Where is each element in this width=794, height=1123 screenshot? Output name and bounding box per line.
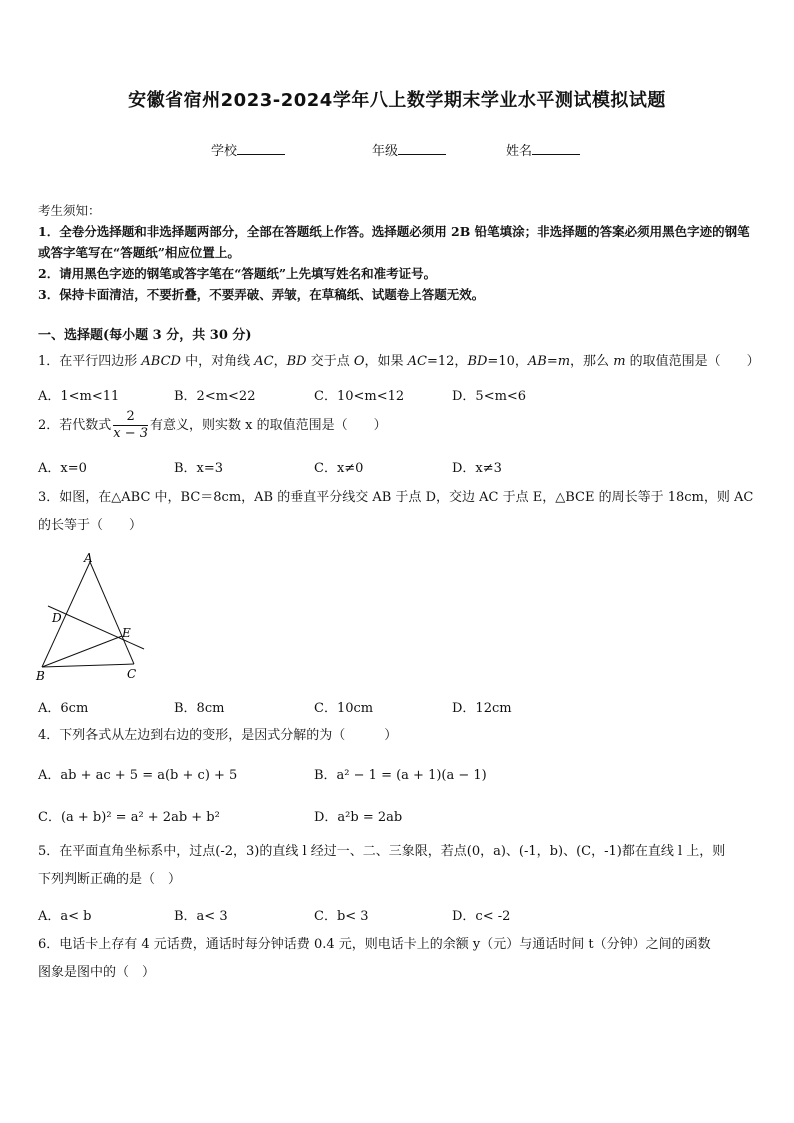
q1-text: ，那么: [570, 354, 614, 369]
question-6: [38, 934, 760, 984]
q1-text: 中，对角线: [180, 354, 255, 369]
q1-var: m: [557, 354, 571, 369]
notice-block: [38, 200, 760, 305]
q1-text: 的取值范围是（ ）: [625, 354, 760, 369]
q1-var: AC: [407, 354, 427, 369]
q3-option-c[interactable]: C．10cm: [314, 701, 374, 716]
q5-line-2: 下列判断正确的是（ ）: [38, 872, 182, 887]
school-blank: [237, 142, 285, 155]
q1-var: AC: [254, 354, 274, 369]
school-label: 学校: [211, 144, 238, 159]
grade-blank: [398, 142, 446, 155]
q6-line-2: 图象是图中的（ ）: [38, 965, 156, 980]
q1-var: ABCD: [141, 354, 181, 369]
q5-option-a[interactable]: A．a< b: [38, 909, 92, 924]
question-3: [38, 487, 760, 537]
name-blank: [532, 142, 580, 155]
q5-option-c[interactable]: C．b< 3: [314, 909, 369, 924]
q1-text: =: [546, 354, 558, 369]
label-c: C: [127, 667, 137, 681]
q1-text: ，如果: [364, 354, 408, 369]
q4-option-a[interactable]: A．ab + ac + 5 = a(b + c) + 5: [38, 768, 238, 783]
label-e: E: [122, 626, 131, 640]
q2-text: 2．若代数式: [38, 418, 112, 433]
q5-option-d[interactable]: D．c< -2: [452, 909, 511, 924]
q5-option-b[interactable]: B．a< 3: [174, 909, 228, 924]
question-1: [38, 351, 760, 373]
q1-text: =10，: [487, 354, 528, 369]
q2-fraction: [113, 409, 148, 442]
q2-fraction-denominator: x − 3: [113, 426, 149, 441]
q3-option-b[interactable]: B．8cm: [174, 701, 225, 716]
q1-var: AB: [527, 354, 547, 369]
q5-line-1: 5．在平面直角坐标系中，过点(-2，3)的直线 l 经过一、二、三象限，若点(0，a)、(-1，b)、(C，-1)都在直线 l 上，则: [38, 844, 726, 859]
label-b: B: [36, 669, 45, 683]
school-field: [211, 140, 285, 159]
notice-item-1: 1．全卷分选择题和非选择题两部分，全部在答题纸上作答。选择题必须用 2B 铅笔填涂；非选择题的答案必须用黑色字迹的钢笔或答字笔写在“答题纸”相应位置上。: [38, 224, 750, 260]
q1-text: ，: [273, 354, 287, 369]
q2-option-d[interactable]: D．x≠3: [452, 461, 502, 476]
label-a: A: [84, 551, 93, 565]
notice-item-3: 3．保持卡面清洁，不要折叠，不要弄破、弄皱，在草稿纸、试题卷上答题无效。: [38, 287, 485, 302]
q4-option-b[interactable]: B．a² − 1 = (a + 1)(a − 1): [314, 768, 487, 783]
label-d: D: [52, 611, 62, 625]
q1-var: m: [613, 354, 626, 369]
q4-option-d[interactable]: D．a²b = 2ab: [314, 810, 403, 825]
q3-line-2: 的长等于（ ）: [38, 518, 143, 533]
question-4: 4．下列各式从左边到右边的变形，是因式分解的为（ ）: [38, 728, 398, 743]
q2-option-c[interactable]: C．x≠0: [314, 461, 364, 476]
q1-text: 交于点: [306, 354, 354, 369]
q3-option-a[interactable]: A．6cm: [38, 701, 89, 716]
name-label: 姓名: [506, 144, 533, 159]
q1-option-c[interactable]: C．10<m<12: [314, 389, 405, 404]
segment-ac: [90, 562, 134, 664]
q3-triangle-figure: [34, 550, 154, 685]
grade-label: 年级: [372, 144, 399, 159]
section-heading: 一、选择题(每小题 3 分，共 30 分): [38, 328, 252, 343]
q3-line-1: 3．如图，在△ABC 中，BC＝8cm，AB 的垂直平分线交 AB 于点 D，交边 AC 于点 E，△BCE 的周长等于 18cm，则 AC: [38, 490, 754, 505]
q1-text: 1．在平行四边形: [38, 354, 142, 369]
q1-var: O: [353, 354, 365, 369]
notice-heading: 考生须知：: [38, 203, 101, 218]
q1-option-a[interactable]: A．1<m<11: [38, 389, 120, 404]
q1-var: BD: [467, 354, 488, 369]
q1-option-b[interactable]: B．2<m<22: [174, 389, 256, 404]
page-title: 安徽省宿州2023-2024学年八上数学期末学业水平测试模拟试题: [128, 90, 666, 111]
name-field: [506, 140, 580, 159]
question-5: [38, 841, 760, 891]
q1-option-d[interactable]: D．5<m<6: [452, 389, 527, 404]
q1-text: =12，: [427, 354, 468, 369]
notice-item-2: 2．请用黑色字迹的钢笔或答字笔在“答题纸”上先填写姓名和准考证号。: [38, 266, 437, 281]
q3-option-d[interactable]: D．12cm: [452, 701, 512, 716]
question-2: [38, 409, 760, 442]
q1-var: BD: [286, 354, 307, 369]
q2-option-a[interactable]: A．x=0: [38, 461, 87, 476]
q2-text: 有意义，则实数 x 的取值范围是（ ）: [150, 418, 387, 433]
q4-option-c[interactable]: C．(a + b)² = a² + 2ab + b²: [38, 810, 220, 825]
q2-option-b[interactable]: B．x=3: [174, 461, 224, 476]
q2-fraction-numerator: 2: [113, 409, 148, 426]
grade-field: [372, 140, 446, 159]
q6-line-1: 6．电话卡上存有 4 元话费，通话时每分钟话费 0.4 元，则电话卡上的余额 y（元）与通话时间 t（分钟）之间的函数: [38, 937, 711, 952]
segment-bc: [42, 664, 134, 667]
